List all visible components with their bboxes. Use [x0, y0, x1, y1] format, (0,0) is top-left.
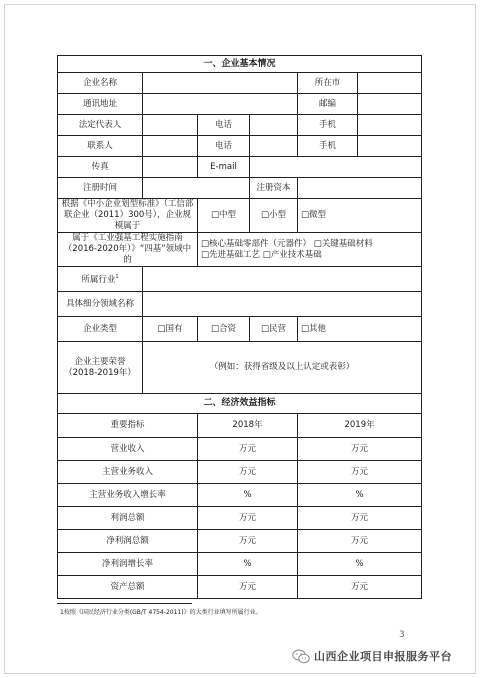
industry-field[interactable]: [143, 267, 422, 292]
email-field[interactable]: [250, 157, 422, 178]
legal-rep-phone-field[interactable]: [250, 115, 298, 136]
footnote-divider: [57, 603, 192, 604]
field-option-process[interactable]: □先进基础工艺: [201, 249, 261, 260]
city-field[interactable]: [358, 73, 422, 94]
reg-time-field[interactable]: [143, 178, 250, 199]
honors-field[interactable]: [143, 342, 422, 394]
table-row: [58, 461, 422, 484]
row-company-name: [58, 73, 422, 94]
row-honors: [58, 342, 422, 394]
industry-label-text: 所属行业: [81, 274, 116, 285]
type-option-state[interactable]: □国有: [143, 317, 198, 342]
city-label: 所在市: [298, 73, 358, 94]
honors-label: 企业主要荣誉（2018-2019年）: [58, 342, 143, 394]
row-registration: [58, 178, 422, 199]
address-label: 通讯地址: [58, 94, 143, 115]
value-2018-cell[interactable]: 万元: [198, 461, 298, 484]
indicator-label: 主营业务收入增长率: [58, 484, 198, 507]
value-2018-cell[interactable]: 万元: [198, 507, 298, 530]
value-2019-cell[interactable]: %: [298, 484, 422, 507]
scale-option-medium[interactable]: □中型: [198, 199, 250, 233]
row-scale: [58, 199, 422, 233]
fax-label: 传真: [58, 157, 143, 178]
scale-option-micro[interactable]: □微型: [298, 199, 422, 233]
header-indicator: 重要指标: [58, 414, 198, 438]
section-title-economic: 二、经济效益指标: [58, 394, 422, 414]
legal-rep-mobile-field[interactable]: [358, 115, 422, 136]
row-contact: [58, 136, 422, 157]
indicator-label: 资产总额: [58, 576, 198, 599]
economic-header-row: [58, 414, 422, 438]
field-option-tech[interactable]: □产业技术基础: [262, 249, 322, 260]
table-row: [58, 530, 422, 553]
fax-field[interactable]: [143, 157, 198, 178]
type-option-jv[interactable]: □合资: [198, 317, 250, 342]
section-title-basic: 一、企业基本情况: [58, 56, 422, 73]
indicator-label: 营业收入: [58, 438, 198, 461]
value-2018-cell[interactable]: 万元: [198, 530, 298, 553]
table-row: [58, 507, 422, 530]
contact-field[interactable]: [143, 136, 198, 157]
wechat-icon: [292, 649, 310, 664]
row-fax: [58, 157, 422, 178]
value-2018-cell[interactable]: 万元: [198, 438, 298, 461]
email-label: E-mail: [198, 157, 250, 178]
legal-rep-phone-label: 电话: [198, 115, 250, 136]
address-field[interactable]: [143, 94, 298, 115]
postcode-label: 邮编: [298, 94, 358, 115]
field-option-materials[interactable]: □关键基础材料: [313, 238, 373, 249]
indicator-label: 净利润总额: [58, 530, 198, 553]
table-row: [58, 553, 422, 576]
type-option-other[interactable]: □其他: [298, 317, 422, 342]
table-row: [58, 576, 422, 599]
application-form: [57, 55, 422, 599]
contact-label: 联系人: [58, 136, 143, 157]
watermark: [292, 648, 452, 664]
table-row: [58, 484, 422, 507]
scale-option-small[interactable]: □小型: [250, 199, 298, 233]
economic-section: [58, 394, 422, 599]
row-subfield: [58, 292, 422, 317]
company-name-field[interactable]: [143, 73, 298, 94]
value-2019-cell[interactable]: 万元: [298, 461, 422, 484]
type-option-private[interactable]: □民营: [250, 317, 298, 342]
postcode-field[interactable]: [358, 94, 422, 115]
indicator-label: 主营业务收入: [58, 461, 198, 484]
contact-mobile-field[interactable]: [358, 136, 422, 157]
table-row: [58, 438, 422, 461]
company-name-label: 企业名称: [58, 73, 143, 94]
value-2019-cell[interactable]: 万元: [298, 530, 422, 553]
value-2019-cell[interactable]: 万元: [298, 507, 422, 530]
indicator-label: 利润总额: [58, 507, 198, 530]
subfield-label: 具体细分领域名称: [58, 292, 143, 317]
legal-rep-mobile-label: 手机: [298, 115, 358, 136]
row-industry: [58, 267, 422, 292]
honors-example: （例如：获得省级及以上认定或表彰）: [209, 362, 355, 372]
header-2019: 2019年: [298, 414, 422, 438]
contact-phone-field[interactable]: [250, 136, 298, 157]
row-four-base: [58, 233, 422, 267]
field-option-components[interactable]: □核心基础零部件（元器件）: [201, 238, 312, 249]
row-enterprise-type: [58, 317, 422, 342]
value-2018-cell[interactable]: %: [198, 553, 298, 576]
reg-time-label: 注册时间: [58, 178, 143, 199]
value-2019-cell[interactable]: 万元: [298, 576, 422, 599]
reg-capital-label: 注册资本: [250, 178, 298, 199]
enterprise-type-label: 企业类型: [58, 317, 143, 342]
contact-phone-label: 电话: [198, 136, 250, 157]
contact-mobile-label: 手机: [298, 136, 358, 157]
footnote-marker: 1: [115, 274, 119, 281]
watermark-text: 山西企业项目申报服务平台: [314, 650, 452, 663]
industry-label: [58, 267, 143, 292]
value-2019-cell[interactable]: %: [298, 553, 422, 576]
field-options: [198, 233, 422, 267]
basic-info-section: [58, 56, 422, 394]
legal-rep-field[interactable]: [143, 115, 198, 136]
field-question: 属于《工业强基工程实施指南（2016-2020年）》“四基”领域中的: [58, 233, 198, 267]
scale-question: 根据《中小企业划型标准》（工信部联企业（2011）300号），企业规模属于: [58, 199, 198, 233]
footnote-text: 1按照《国民经济行业分类(GB/T 4754-2011)》的大类行业填写所属行业。: [60, 609, 262, 616]
legal-rep-label: 法定代表人: [58, 115, 143, 136]
row-address: [58, 94, 422, 115]
value-2018-cell[interactable]: %: [198, 484, 298, 507]
reg-capital-field[interactable]: [298, 178, 422, 199]
value-2019-cell[interactable]: 万元: [298, 438, 422, 461]
value-2018-cell[interactable]: 万元: [198, 576, 298, 599]
row-legal-rep: [58, 115, 422, 136]
indicator-label: 净利润增长率: [58, 553, 198, 576]
header-2018: 2018年: [198, 414, 298, 438]
page-number: 3: [399, 630, 405, 640]
subfield-field[interactable]: [143, 292, 422, 317]
